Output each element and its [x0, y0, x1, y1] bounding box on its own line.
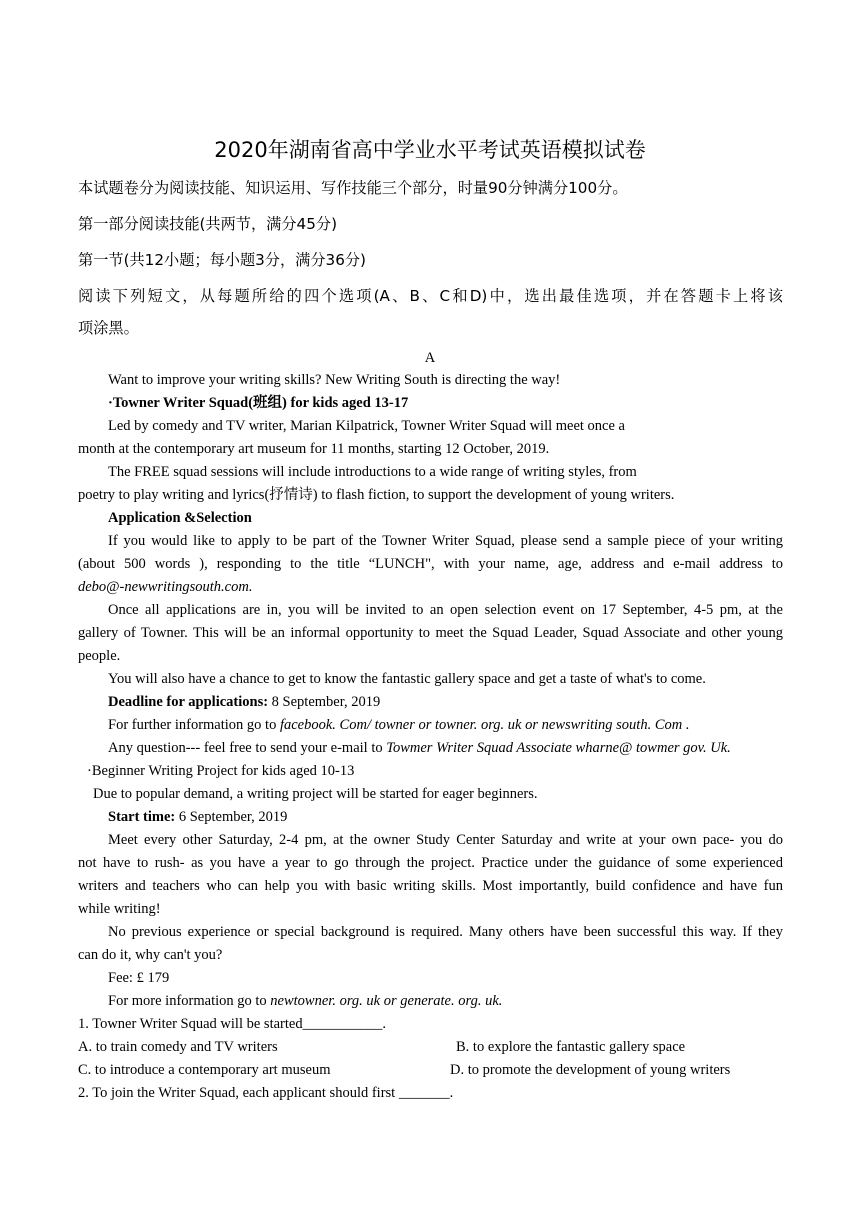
passage-p9: Due to popular demand, a writing project will be started for eager beginners. [93, 786, 538, 802]
passage-p10c: writers and teachers who can help you with basic writing skills. Most importantly, build confidence and have fun [78, 878, 783, 894]
passage-p4a: If you would like to apply to be part of the Towner Writer Squad, please send a sample piece of your writing [108, 533, 783, 549]
section-heading-squad: ·Towner Writer Squad(班组) for kids aged 13-17 [108, 395, 409, 411]
question-1-stem: 1. Towner Writer Squad will be started___________. [78, 1016, 386, 1032]
passage-p11b: can do it, why can't you? [78, 947, 223, 963]
passage-p11a: No previous experience or special background is required. Many others have been successful this way. If they [108, 924, 783, 940]
fee-line: Fee: £ 179 [108, 970, 170, 986]
more-info-link: newtowner. org. uk or generate. org. uk. [270, 993, 503, 1009]
more-info-line [108, 991, 783, 1011]
passage-label: A [424, 350, 436, 366]
passage-p4b: (about 500 words ), responding to the title “LUNCH", with your name, age, address and e-mail address to [78, 556, 783, 572]
question-1-option-d: D. to promote the development of young writers [450, 1062, 731, 1078]
question-1-option-b: B. to explore the fantastic gallery space [456, 1039, 686, 1055]
passage-p10b: not have to rush- as you have a year to go through the project. Practice under the guidance of some experienced [78, 855, 783, 871]
question-contact-email: Towmer Writer Squad Associate wharne@ towmer gov. Uk. [386, 740, 731, 756]
intro-line-2: 第一部分阅读技能(共两节，满分45分) [78, 215, 337, 233]
passage-p10d: while writing! [78, 901, 161, 917]
passage-p2b: month at the contemporary art museum for 11 months, starting 12 October, 2019. [78, 441, 550, 457]
more-info-text: For more information go to [108, 993, 271, 1009]
further-info-text: For further information go to [108, 717, 280, 733]
passage-p2a: Led by comedy and TV writer, Marian Kilpatrick, Towner Writer Squad will meet once a [108, 418, 625, 434]
question-1-option-c: C. to introduce a contemporary art museum [78, 1062, 331, 1078]
section-heading-beginner: ·Beginner Writing Project for kids aged 10-13 [87, 763, 355, 779]
passage-p3b: poetry to play writing and lyrics(抒情诗) to flash fiction, to support the development of young writers. [78, 487, 675, 503]
deadline-value: 8 September, 2019 [268, 694, 381, 710]
further-info-link: facebook. Com/ towner or towner. org. uk or newswriting south. Com . [279, 717, 690, 733]
page-title: 2020年湖南省高中学业水平考试英语模拟试卷 [214, 138, 646, 162]
question-contact-text: Any question--- feel free to send your e-mail to [108, 740, 387, 756]
passage-p5b: gallery of Towner. This will be an informal opportunity to meet the Squad Leader, Squad Associate and other young [78, 625, 783, 641]
deadline-line [108, 692, 783, 712]
passage-p1: Want to improve your writing skills? New Writing South is directing the way! [108, 372, 561, 388]
intro-line-1: 本试题卷分为阅读技能、知识运用、写作技能三个部分，时量90分钟满分100分。 [78, 179, 628, 197]
further-info-line [108, 715, 783, 735]
section-heading-application: Application &Selection [108, 510, 252, 526]
start-time-line [108, 807, 783, 827]
question-1-option-a: A. to train comedy and TV writers [78, 1039, 278, 1055]
question-1-options-ab [78, 1037, 783, 1057]
passage-p5a: Once all applications are in, you will be invited to an open selection event on 17 September, 4-5 pm, at the [108, 602, 783, 618]
intro-line-3: 第一节(共12小题；每小题3分，满分36分) [78, 251, 366, 269]
start-time-label: Start time: [108, 809, 176, 825]
passage-p4c-email: debo@-newwritingsouth.com. [78, 579, 253, 595]
passage-p6: You will also have a chance to get to know the fantastic gallery space and get a taste of what's to come. [108, 671, 706, 687]
question-1-options-cd [78, 1060, 783, 1080]
question-contact-line [108, 738, 783, 758]
intro-line-4b: 项涂黑。 [78, 319, 139, 337]
question-2-stem: 2. To join the Writer Squad, each applicant should first _______. [78, 1085, 454, 1101]
intro-line-4a: 阅读下列短文，从每题所给的四个选项(A、B、C和D)中，选出最佳选项，并在答题卡上将该 [78, 287, 783, 305]
passage-p5c: people. [78, 648, 121, 664]
start-time-value: 6 September, 2019 [175, 809, 288, 825]
passage-p10a: Meet every other Saturday, 2-4 pm, at the owner Study Center Saturday and write at your own pace- you do [108, 832, 783, 848]
deadline-label: Deadline for applications: [108, 694, 269, 710]
passage-p3a: The FREE squad sessions will include introductions to a wide range of writing styles, from [108, 464, 637, 480]
